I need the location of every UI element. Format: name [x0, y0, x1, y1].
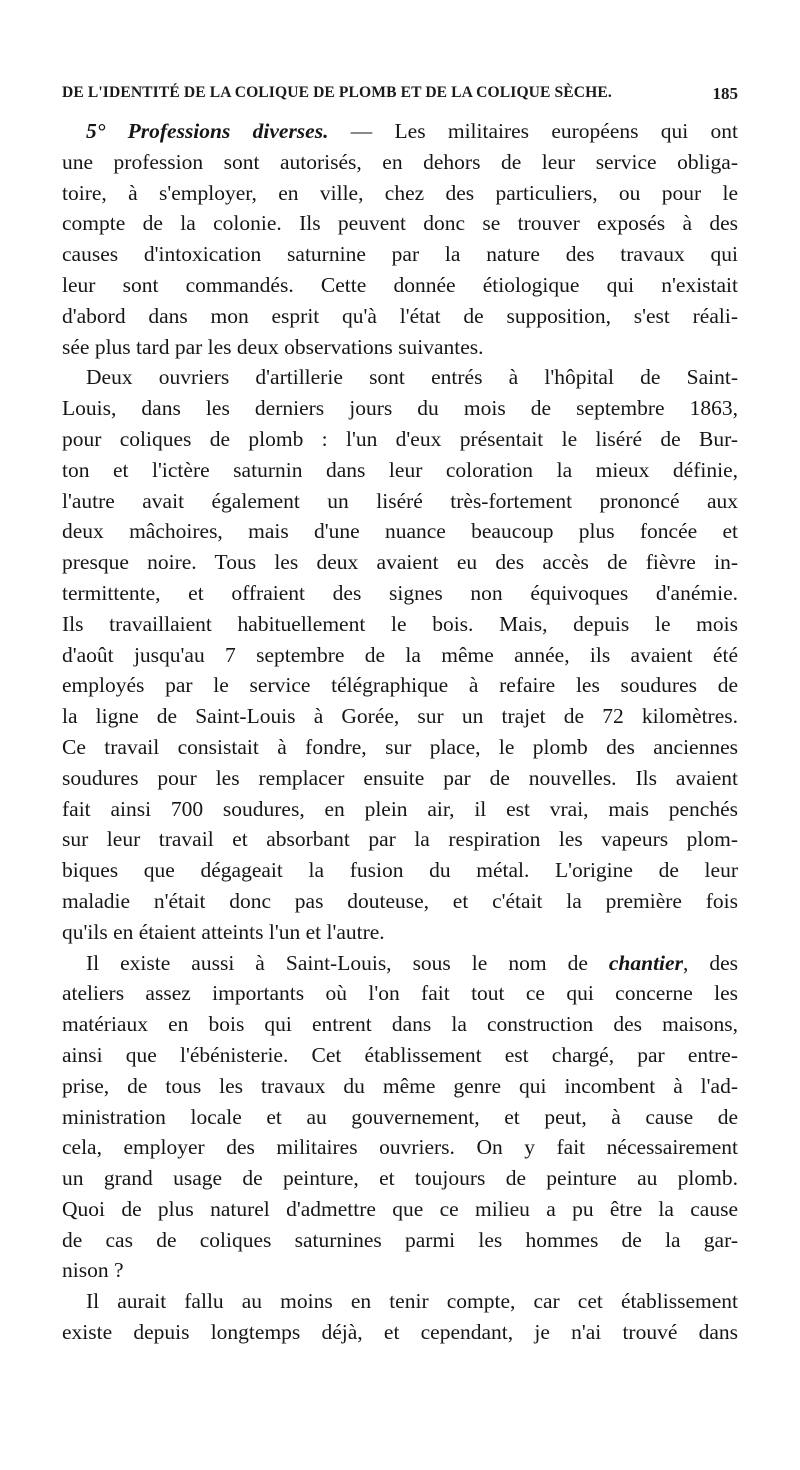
text-line: d'abord dans mon esprit qu'à l'état de supposition, s'est réali-	[62, 303, 738, 328]
body-text	[62, 116, 738, 1348]
text-line: Ils travaillaient habituellement le bois. Mais, depuis le mois	[62, 611, 738, 636]
emphasized-term: chantier	[608, 950, 683, 975]
running-header	[62, 84, 738, 108]
paragraph-ouvriers-artillerie	[62, 362, 738, 947]
paragraph-professions-diverses	[62, 116, 738, 362]
text-line: une profession sont autorisés, en dehors de leur service obliga-	[62, 149, 738, 174]
text-line: Louis, dans les derniers jours du mois de septembre 1863,	[62, 396, 738, 421]
text-line: pour coliques de plomb : l'un d'eux présentait le liséré de Bur-	[62, 426, 738, 451]
text-line: Ce travail consistait à fondre, sur place, le plomb des anciennes	[62, 734, 738, 759]
text-line: compte de la colonie. Ils peuvent donc se trouver exposés à des	[62, 211, 738, 236]
text-line: soudures pour les remplacer ensuite par de nouvelles. Ils avaient	[62, 765, 738, 790]
text-line: Deux ouvriers d'artillerie sont entrés à l'hôpital de Saint-	[86, 365, 738, 390]
text-line: biques que dégageait la fusion du métal. L'origine de leur	[62, 858, 738, 883]
running-title: DE L'IDENTITÉ DE LA COLIQUE DE PLOMB ET DE LA COLIQUE SÈCHE.	[62, 84, 612, 101]
text-line: matériaux en bois qui entrent dans la construction des maisons,	[62, 1012, 738, 1037]
text-line: Il existe aussi à Saint-Louis, sous le nom de chantier, des	[86, 950, 738, 975]
text-line: Quoi de plus naturel d'admettre que ce milieu a pu être la cause	[62, 1196, 738, 1221]
paragraph-etablissement	[62, 1286, 738, 1348]
text-line: nison ?	[62, 1258, 124, 1283]
text-line: presque noire. Tous les deux avaient eu des accès de fièvre in-	[62, 550, 738, 575]
text-line: cela, employer des militaires ouvriers. On y fait nécessairement	[62, 1135, 738, 1160]
text-line: sur leur travail et absorbant par la respiration les vapeurs plom-	[62, 827, 738, 852]
text-line: toire, à s'employer, en ville, chez des particuliers, ou pour le	[62, 180, 738, 205]
text-line: causes d'intoxication saturnine par la nature des travaux qui	[62, 242, 738, 267]
text-line: deux mâchoires, mais d'une nuance beaucoup plus foncée et	[62, 519, 738, 544]
text-line: 5° Professions diverses. — Les militaires européens qui ont	[86, 119, 738, 143]
text-line: prise, de tous les travaux du même genre qui incombent à l'ad-	[62, 1073, 738, 1098]
page-number: 185	[712, 84, 738, 103]
section-heading: 5° Professions diverses.	[86, 119, 329, 143]
text-line: d'août jusqu'au 7 septembre de la même année, ils avaient été	[62, 642, 738, 667]
text-line: leur sont commandés. Cette donnée étiologique qui n'existait	[62, 272, 738, 297]
text-line: de cas de coliques saturnines parmi les hommes de la gar-	[62, 1227, 738, 1252]
text-line: Il aurait fallu au moins en tenir compte, car cet établissement	[86, 1289, 738, 1314]
paragraph-chantier	[62, 948, 738, 1287]
text-line: termittente, et offraient des signes non équivoques d'anémie.	[62, 580, 738, 605]
text-line: sée plus tard par les deux observations suivantes.	[62, 334, 484, 359]
text-line: ainsi que l'ébénisterie. Cet établissement est chargé, par entre-	[62, 1042, 738, 1067]
text-line: fait ainsi 700 soudures, en plein air, il est vrai, mais penchés	[62, 796, 738, 821]
text-line: la ligne de Saint-Louis à Gorée, sur un trajet de 72 kilomètres.	[62, 704, 738, 729]
text-line: ateliers assez importants où l'on fait tout ce qui concerne les	[62, 981, 738, 1006]
text-line: ministration locale et au gouvernement, et peut, à cause de	[62, 1104, 738, 1129]
text-line: employés par le service télégraphique à refaire les soudures de	[62, 673, 738, 698]
text-line: un grand usage de peinture, et toujours de peinture au plomb.	[62, 1166, 738, 1191]
text-line: ton et l'ictère saturnin dans leur coloration la mieux définie,	[62, 457, 738, 482]
text-line: qu'ils en étaient atteints l'un et l'autre.	[62, 919, 385, 944]
text-line: maladie n'était donc pas douteuse, et c'était la première fois	[62, 888, 738, 913]
text-line: existe depuis longtemps déjà, et cependant, je n'ai trouvé dans	[62, 1320, 738, 1345]
text-line: l'autre avait également un liséré très-fortement prononcé aux	[62, 488, 738, 513]
